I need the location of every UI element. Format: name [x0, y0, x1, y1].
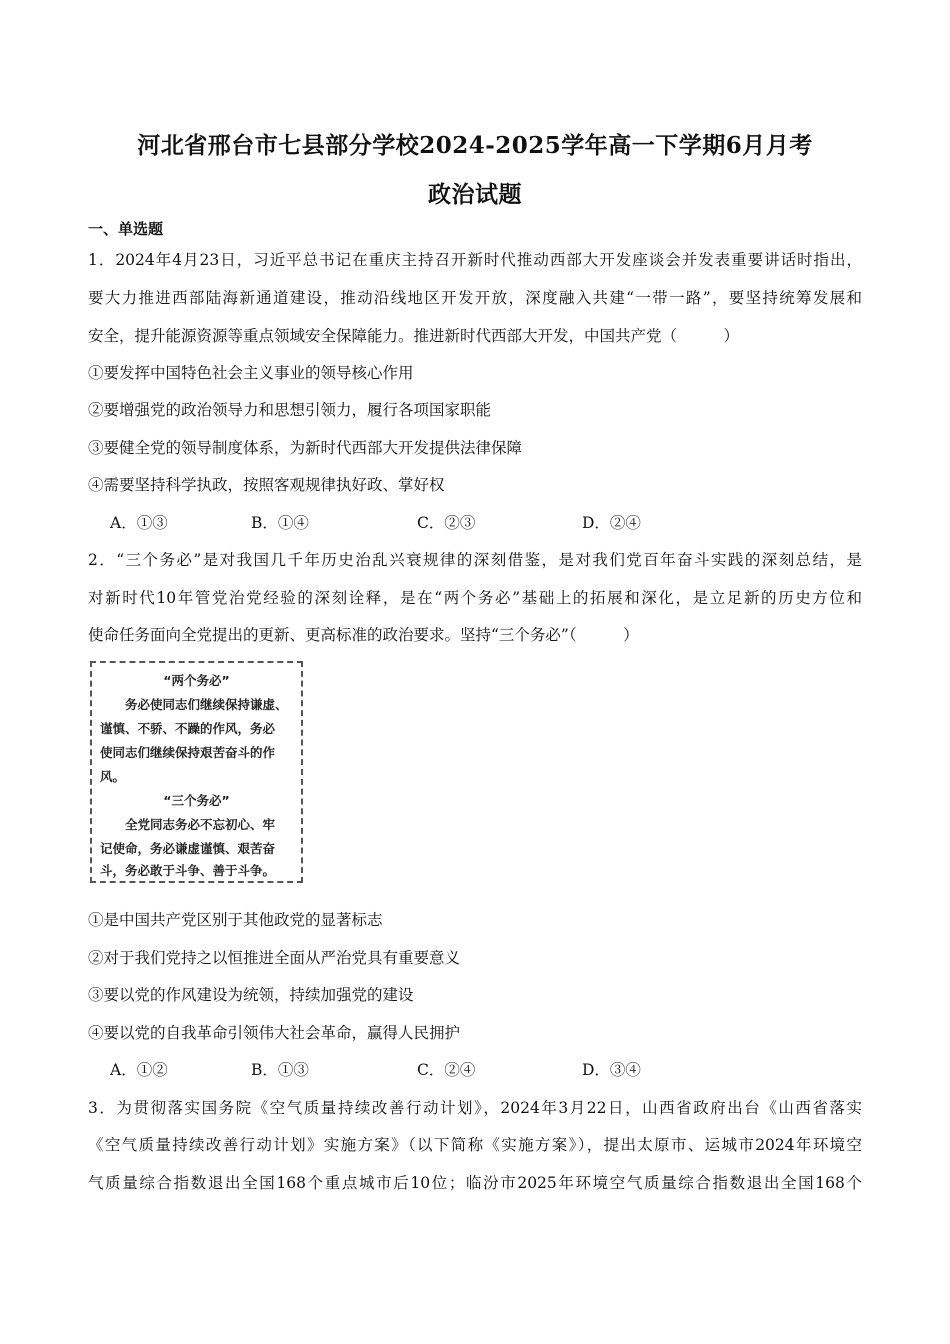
q2-stem-line-2: 对新时代10年管党治党经验的深刻诠释，是在“两个务必”基础上的拓展和深化，是立足新的历史方位和 — [88, 589, 862, 607]
q1-option-d[interactable]: D．②④ — [582, 514, 641, 532]
q1-item-1: ①要发挥中国特色社会主义事业的领导核心作用 — [88, 364, 414, 382]
q1-option-c[interactable]: C．②③ — [417, 514, 476, 532]
q1-stem-line-1: 1．2024年4月23日，习近平总书记在重庆主持召开新时代推动西部大开发座谈会并发表重要讲话时指出， — [88, 251, 862, 269]
q2-option-b[interactable]: B．①③ — [251, 1061, 309, 1079]
q2-item-2: ②对于我们党持之以恒推进全面从严治党具有重要意义 — [88, 949, 461, 967]
box-text-line: 使同志们继续保持艰苦奋斗的作 — [100, 745, 276, 760]
box-title-two-musts: “两个务必” — [163, 673, 230, 688]
q2-item-3: ③要以党的作风建设为统领，持续加强党的建设 — [88, 986, 414, 1004]
q2-item-1: ①是中国共产党区别于其他政党的显著标志 — [88, 911, 383, 929]
q3-stem-line-3: 气质量综合指数退出全国168个重点城市后10位；临汾市2025年环境空气质量综合指数退出全国168个 — [88, 1174, 862, 1192]
box-title-three-musts: “三个务必” — [163, 793, 230, 808]
q2-option-c[interactable]: C．②④ — [417, 1061, 476, 1079]
q1-stem-line-2: 要大力推进西部陆海新通道建设，推动沿线地区开发开放，深度融入共建“一带一路”，要坚持统筹发展和 — [88, 289, 862, 307]
box-text-line: 谨慎、不骄、不躁的作风，务必 — [100, 721, 276, 736]
q2-stem-line-1: 2．“三个务必”是对我国几千年历史治乱兴衰规律的深刻借鉴，是对我们党百年奋斗实践的深刻总结，是 — [88, 551, 862, 569]
box-text-line: 全党同志务必不忘初心、牢 — [100, 817, 276, 832]
q1-option-a[interactable]: A．①③ — [110, 514, 168, 532]
q1-item-2: ②要增强党的政治领导力和思想引领力，履行各项国家职能 — [88, 401, 492, 419]
page-title: 河北省邢台市七县部分学校2024-2025学年高一下学期6月月考 — [137, 132, 813, 159]
q1-item-4: ④需要坚持科学执政，按照客观规律执好政、掌好权 — [88, 476, 445, 494]
section-heading: 一、单选题 — [88, 220, 164, 238]
q1-option-b[interactable]: B．①④ — [251, 514, 309, 532]
q3-stem-line-1: 3．为贯彻落实国务院《空气质量持续改善行动计划》，2024年3月22日，山西省政府出台《山西省落实 — [88, 1099, 862, 1117]
quote-box — [90, 661, 303, 883]
box-text-line: 风。 — [100, 769, 126, 784]
q2-option-d[interactable]: D．③④ — [582, 1061, 641, 1079]
box-text-line: 斗，务必敢于斗争、善于斗争。 — [100, 863, 276, 878]
q2-stem-line-3: 使命任务面向全党提出的更新、更高标准的政治要求。坚持“三个务必”（ ） — [88, 626, 639, 644]
q1-stem-line-3: 安全，提升能源资源等重点领域安全保障能力。推进新时代西部大开发，中国共产党（ ） — [88, 327, 740, 345]
q2-item-4: ④要以党的自我革命引领伟大社会革命，赢得人民拥护 — [88, 1024, 461, 1042]
q1-item-3: ③要健全党的领导制度体系，为新时代西部大开发提供法律保障 — [88, 439, 523, 457]
box-text-line: 务必使同志们继续保持谦虚、 — [100, 697, 288, 712]
box-text-line: 记使命，务必谦虚谨慎、艰苦奋 — [100, 841, 276, 856]
q3-stem-line-2: 《空气质量持续改善行动计划》实施方案》（以下简称《实施方案》），提出太原市、运城市2024年环境空 — [88, 1136, 862, 1154]
page-subtitle: 政治试题 — [428, 181, 522, 208]
q2-option-a[interactable]: A．①② — [110, 1061, 168, 1079]
